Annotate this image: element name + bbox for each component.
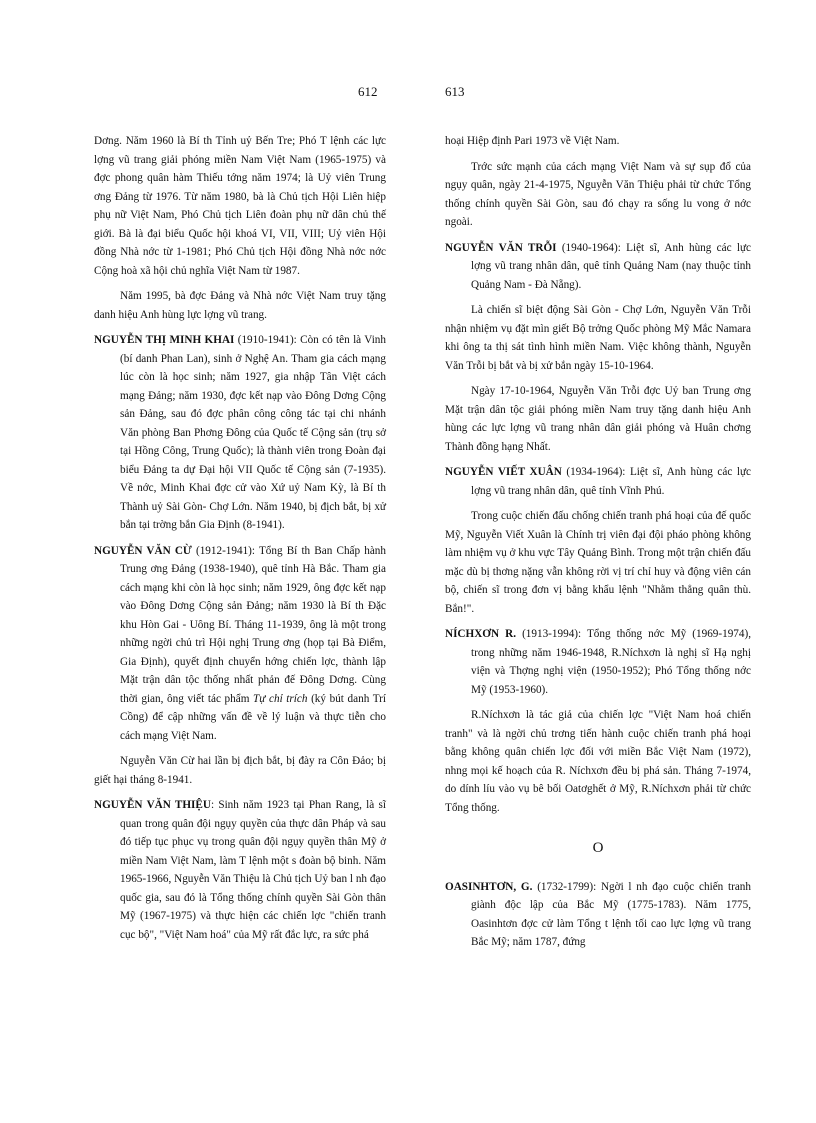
paragraph: Nguyễn Văn Cừ hai lần bị địch bắt, bị đày ra Côn Đảo; bị giết hại tháng 8-1941. xyxy=(94,755,386,786)
paragraph: Trớc sức mạnh của cách mạng Việt Nam và sự sụp đổ của ngụy quân, ngày 21-4-1975, Nguyễn Văn Thiệu phải từ chức Tổng thống chính quyền Sài Gòn, sau đó chạy ra sống lu vong ở nớc ngoài. xyxy=(445,160,751,228)
entry-nguyen-van-cu xyxy=(94,542,386,746)
left-column xyxy=(94,132,386,951)
entry-nixon xyxy=(445,625,751,699)
entry-headword: NGUYỄN VĂN CỪ xyxy=(94,544,192,557)
entry-headword: NGUYỄN VĂN THIỆU xyxy=(94,799,211,811)
entry-text: : Sinh năm 1923 tại Phan Rang, là sĩ quan trong quân đội ngụy quyền của thực dân Pháp và sau đó tiếp tục phục vụ trong quân đội ngụy quyền thân Mỹ ở miền Nam Việt Nam, làm T lệnh một s đoàn bộ binh. Năm 1965-1966, Nguyễn Văn Thiệu là Chủ tịch Uỷ ban l nh đạo quốc gia, sau đó là Tổng thống chính quyền Sài Gòn thân Mỹ (1967-1975) và thực hiện các chiến lợc "chiến tranh cục bộ", "Việt Nam hoá" của Mỹ rất đắc lực, ra sức phá xyxy=(120,799,386,941)
entry-headword: NÍCHXƠN xyxy=(445,628,500,640)
entry-text: (1934-1964): Liệt sĩ, Anh hùng các lực lợng vũ trang nhân dân, quê tỉnh Vĩnh Phú. xyxy=(471,466,751,497)
entry-nguyen-viet-xuan xyxy=(445,463,751,500)
entry-text: (1913-1994): Tổng thống nớc Mỹ (1969-1974), trong những năm 1946-1948, R.Níchxơn là nghị sĩ Hạ nghị viện và Thợng nghị viện (1950-1952); Phó Tổng thống nớc Mỹ (1953-1960). xyxy=(471,628,752,696)
entry-text: (1732-1799): Ngời l nh đạo cuộc chiến tranh giành độc lập của Bắc Mỹ (1775-1783). Năm 1775, Oasinhtơn đợc cử làm Tổng t lệnh tối cao lực lợng vũ trang Bắc Mỹ; năm 1787, đứng xyxy=(471,880,751,948)
paragraph: hoại Hiệp định Pari 1973 về Việt Nam. xyxy=(445,135,620,147)
entry-nguyen-van-troi xyxy=(445,239,751,295)
paragraph: Trong cuộc chiến đấu chống chiến tranh phá hoại của đế quốc Mỹ, Nguyễn Viết Xuân là Chính trị viên đại đội pháo phòng không làm nhiệm vụ ở khu vực Tây Quảng Bình. Trong một trận chiến đấu mặc dù bị thơng nặng vẫn không rời vị trí chỉ huy và động viên cán bộ, chiến sĩ trong đơn vị bằng khẩu lệnh "Nhằm thẳng quân thù. Bắn!". xyxy=(445,510,751,615)
paragraph: Dơng. Năm 1960 là Bí th Tỉnh uỷ Bến Tre; Phó T lệnh các lực lợng vũ trang giải phóng miền Nam Việt Nam (1965-1975) và đợc phong quân hàm Thiếu tớng năm 1974; là Uỷ viên Trung ơng Đảng từ 1976. Từ năm 1980, bà là Chủ tịch Hội Liên hiệp phụ nữ Việt Nam, Phó Chủ tịch Liên đoàn phụ nữ dân chủ thế giới. Bà là đại biểu Quốc hội khoá VI, VII, VIII; Uỷ viên Hội đồng Nhà nớc từ 1-1981; Phó Chủ tịch Hội đồng Nhà nớc nớc Cộng hoà xã hội chủ nghĩa Việt Nam từ 1987. xyxy=(94,135,386,277)
entry-headword: OASINHTƠN, G. xyxy=(445,880,533,893)
entry-headword: NGUYỄN VIẾT XUÂN xyxy=(445,466,562,478)
entry-text: (ký bút danh Trí Cồng) để cập những vấn đề về lý luận và thực tiễn cho cách mạng Việt Nam. xyxy=(120,692,386,742)
book-title: Tự chỉ trích xyxy=(253,692,308,705)
entry-text: (1912-1941): Tổng Bí th Ban Chấp hành Trung ơng Đảng (1938-1940), quê tỉnh Hà Bắc. Tham gia cách mạng khi còn là học sinh; năm 1929, ông đợc kết nạp vào Đông Dơng Cộng sản Đảng; năm 1930 là Bí th Đặc khu Hòn Gai - Uông Bí. Tháng 11-1939, ông là một trong những ngời chủ trì Hội nghị Trung ơng (họp tại Bà Điểm, Gia Định), quyết định chuyển hớng chiến lợc, thành lập Mặt trận dân tộc thống nhất phản đế Đông Dơng. Cùng thời gian, ông viết tác phẩm xyxy=(120,544,386,705)
section-letter: O xyxy=(592,840,604,856)
entry-headword-initial: R. xyxy=(505,628,517,640)
paragraph: Năm 1995, bà đợc Đảng và Nhà nớc Việt Nam truy tặng danh hiệu Anh hùng lực lợng vũ trang. xyxy=(94,290,386,321)
paragraph: R.Níchxơn là tác giả của chiến lợc "Việt Nam hoá chiến tranh" và là ngời chủ trơng tiến hành cuộc chiến tranh phá hoại bằng không quân chiến lợc đối với miền Bắc Việt Nam (1972), nhng mọi kế hoạch của R. Níchxơn đều bị phá sản. Tháng 7-1974, do dính líu vào vụ bê bối Oatơghết ở Mỹ, R.Níchxơn phải từ chức Tổng thống. xyxy=(445,709,751,814)
entry-nguyen-thi-minh-khai xyxy=(94,331,386,535)
paragraph: Là chiến sĩ biệt động Sài Gòn - Chợ Lớn, Nguyễn Văn Trỗi nhận nhiệm vụ đặt mìn giết Bộ trởng Quốc phòng Mỹ Mắc Namara khi ông ta thị sát tình hình miền Nam. Việc không thành, Nguyễn Văn Trỗi bị bắt và bị xử bắn ngày 15-10-1964. xyxy=(445,304,751,372)
page-number-left: 612 xyxy=(358,84,378,99)
entry-text: (1910-1941): Còn có tên là Vinh (bí danh Phan Lan), sinh ở Nghệ An. Tham gia cách mạng lúc còn là học sinh; năm 1927, gia nhập Tân Việt cách mạng Đảng; năm 1930, đợc kết nạp vào Đông Dơng Cộng sản Đảng, sau đó đợc phân công công tác tại chi nhánh Văn phòng Ban Phơng Đông của Quốc tế Cộng sản (trụ sở tại Hồng Công, Trung Quốc); là thành viên trong Đoàn đại biểu Đảng ta dự Đại hội VII Quốc tế Cộng sản (7-1935). Về nớc, Minh Khai đợc cử vào Xứ uỷ Nam Kỳ, là Bí th Thành uỷ Sài Gòn- Chợ Lớn. Năm 1940, bị địch bắt, bị xử bắn tại trờng bắn Gia Định (8-1941). xyxy=(120,334,386,531)
entry-headword: NGUYỄN THỊ MINH KHAI xyxy=(94,334,235,346)
right-column xyxy=(445,132,751,959)
entry-text: (1940-1964): Liệt sĩ, Anh hùng các lực lợng vũ trang nhân dân, quê tỉnh Quảng Nam (nay thuộc tỉnh Quảng Nam - Đà Nẵng). xyxy=(471,241,751,291)
entry-headword: NGUYỄN VĂN TRỖI xyxy=(445,241,557,254)
entry-nguyen-van-thieu xyxy=(94,796,386,944)
paragraph: Ngày 17-10-1964, Nguyễn Văn Trỗi đợc Uỷ ban Trung ơng Mặt trận dân tộc giải phóng miền Nam truy tặng danh hiệu Anh hùng các lực lợng vũ trang nhân dân giải phóng và Huân chơng Thành đồng hạng Nhất. xyxy=(445,385,751,453)
page-number-right: 613 xyxy=(445,84,465,99)
entry-washington xyxy=(445,878,751,952)
